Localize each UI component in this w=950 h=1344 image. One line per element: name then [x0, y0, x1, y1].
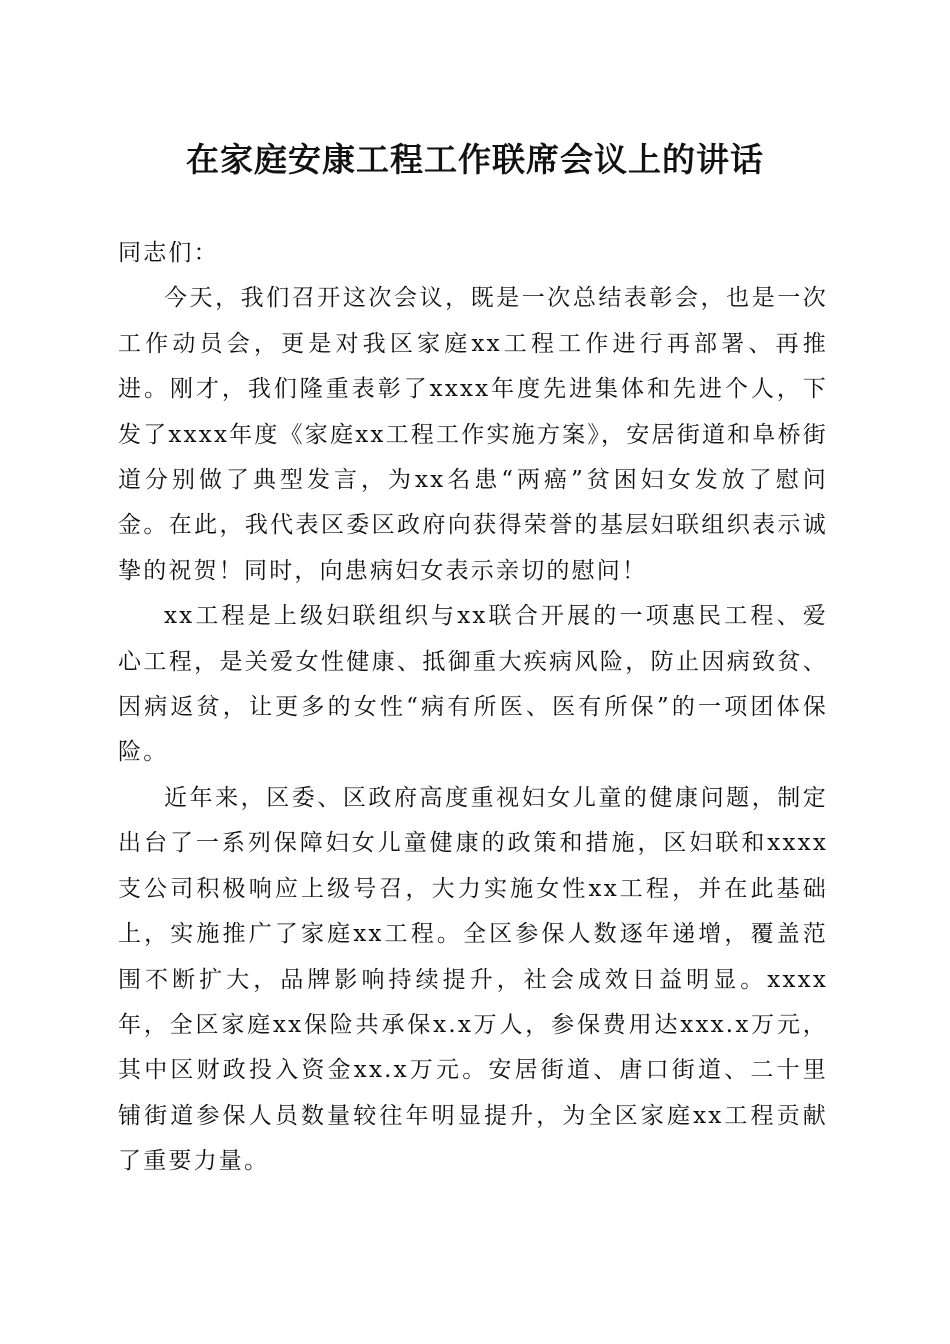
paragraph-1: 今天，我们召开这次会议，既是一次总结表彰会，也是一次工作动员会，更是对我区家庭xx工程工作进行再部署、再推进。刚才，我们隆重表彰了xxxx年度先进集体和先进个人，下发了xxxx年度《家庭xx工程工作实施方案》，安居街道和阜桥街道分别做了典型发言，为xx名患“两癌”贫困妇女发放了慰问金。在此，我代表区委区政府向获得荣誉的基层妇联组织表示诚挚的祝贺！同时，向患病妇女表示亲切的慰问！ [118, 285, 828, 584]
document-title: 在家庭安康工程工作联席会议上的讲话 [186, 140, 764, 179]
salutation: 同志们： [118, 240, 219, 266]
document-body [118, 231, 828, 1185]
paragraph-2: xx工程是上级妇联组织与xx联合开展的一项惠民工程、爱心工程，是关爱女性健康、抵御重大疾病风险，防止因病致贫、因病返贫，让更多的女性“病有所医、医有所保”的一项团体保险。 [118, 603, 828, 766]
paragraph-3: 近年来，区委、区政府高度重视妇女儿童的健康问题，制定出台了一系列保障妇女儿童健康的政策和措施，区妇联和xxxx支公司积极响应上级号召，大力实施女性xx工程，并在此基础上，实施推广了家庭xx工程。全区参保人数逐年递增，覆盖范围不断扩大，品牌影响持续提升，社会成效日益明显。xxxx年，全区家庭xx保险共承保x.x万人，参保费用达xxx.x万元，其中区财政投入资金xx.x万元。安居街道、唐口街道、二十里铺街道参保人员数量较往年明显提升，为全区家庭xx工程贡献了重要力量。 [118, 784, 828, 1175]
